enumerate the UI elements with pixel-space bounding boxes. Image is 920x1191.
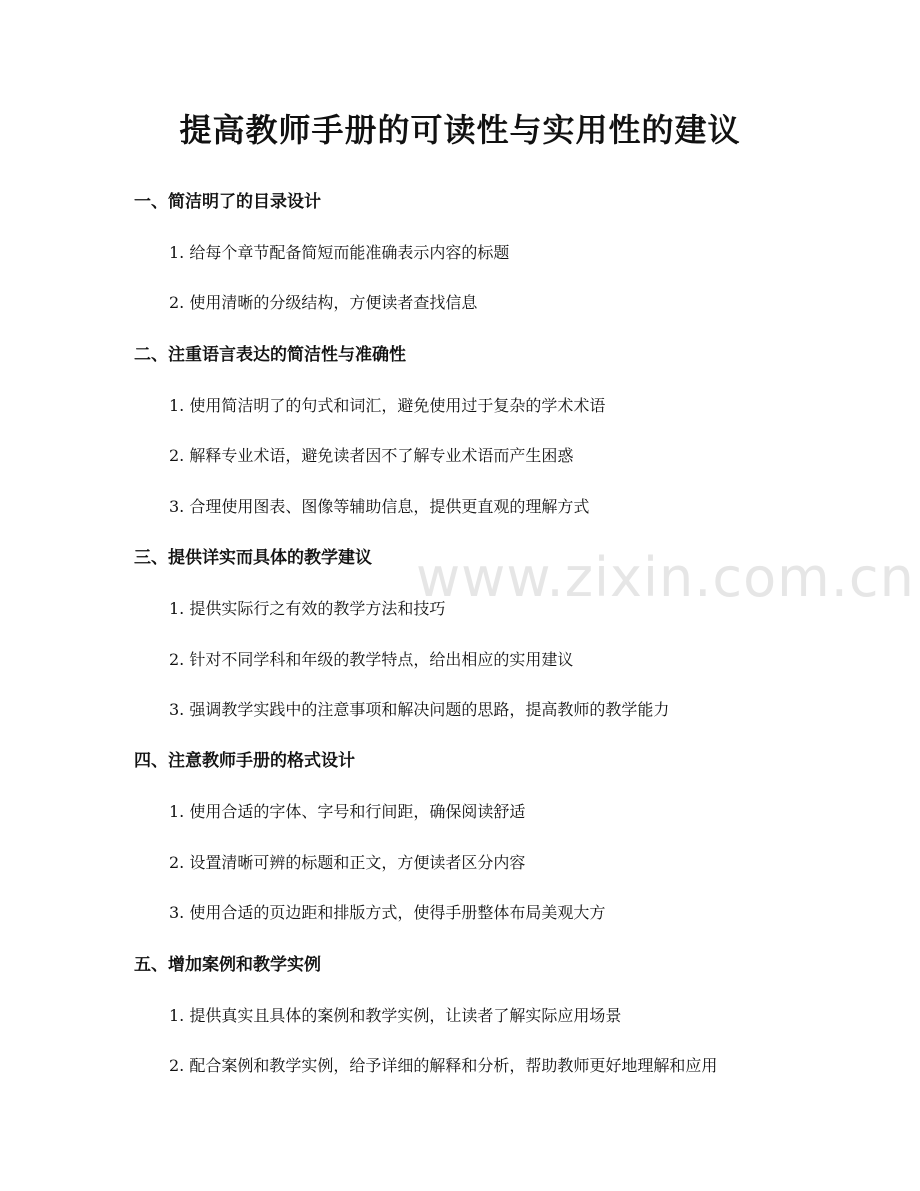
list-item: 2. 针对不同学科和年级的教学特点，给出相应的实用建议 <box>169 650 574 669</box>
section-heading: 五、增加案例和教学实例 <box>134 955 321 975</box>
section-heading: 二、注重语言表达的简洁性与准确性 <box>134 345 406 365</box>
list-item: 1. 提供真实且具体的案例和教学实例，让读者了解实际应用场景 <box>169 1006 622 1025</box>
list-item: 2. 配合案例和教学实例，给予详细的解释和分析，帮助教师更好地理解和应用 <box>169 1056 718 1075</box>
page-title: 提高教师手册的可读性与实用性的建议 <box>179 111 741 149</box>
list-item: 2. 使用清晰的分级结构，方便读者查找信息 <box>169 293 478 312</box>
list-item: 3. 强调教学实践中的注意事项和解决问题的思路，提高教师的教学能力 <box>169 700 670 719</box>
list-item: 2. 设置清晰可辨的标题和正文，方便读者区分内容 <box>169 853 526 872</box>
list-item: 3. 使用合适的页边距和排版方式，使得手册整体布局美观大方 <box>169 903 606 922</box>
list-item: 1. 使用简洁明了的句式和词汇，避免使用过于复杂的学术术语 <box>169 396 606 415</box>
watermark: www.zixin.com.cn <box>416 546 915 609</box>
list-item: 3. 合理使用图表、图像等辅助信息，提供更直观的理解方式 <box>169 497 590 516</box>
section-heading: 三、提供详实而具体的教学建议 <box>134 548 372 568</box>
list-item: 2. 解释专业术语，避免读者因不了解专业术语而产生困惑 <box>169 446 574 465</box>
section-heading: 四、注意教师手册的格式设计 <box>134 751 355 771</box>
list-item: 1. 使用合适的字体、字号和行间距，确保阅读舒适 <box>169 802 526 821</box>
list-item: 1. 提供实际行之有效的教学方法和技巧 <box>169 599 446 618</box>
section-heading: 一、简洁明了的目录设计 <box>134 192 321 212</box>
list-item: 1. 给每个章节配备简短而能准确表示内容的标题 <box>169 243 510 262</box>
